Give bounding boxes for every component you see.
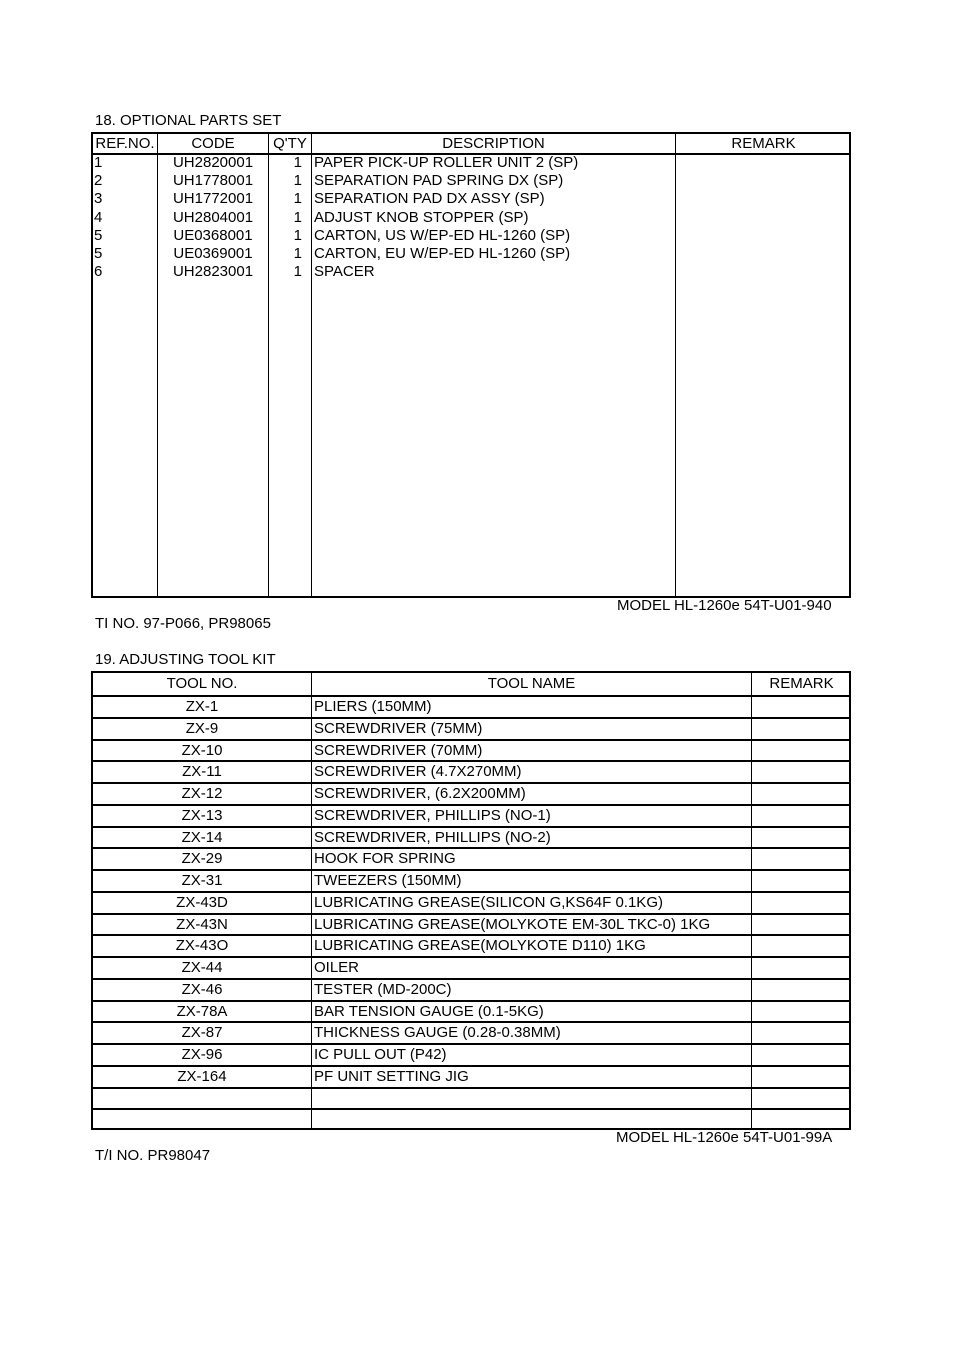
tool-no-cell: ZX-13 [181,806,223,824]
tool-no-cell: ZX-14 [181,828,223,846]
header-qty: Q'TY [273,135,307,152]
header-tool-name: TOOL NAME [487,675,576,692]
code-cell: UH1772001 [172,190,254,208]
tool-name-cell: LUBRICATING GREASE(MOLYKOTE D110) 1KG [314,937,646,955]
tool-no-cell: ZX-29 [181,850,223,868]
tool-no-cell: ZX-96 [181,1046,223,1063]
tool-no-cell: ZX-43D [176,893,228,911]
header-description: DESCRIPTION [442,135,545,152]
table-row [93,1087,849,1109]
code-cell: UH2820001 [172,154,254,171]
tool-name-cell: SCREWDRIVER (4.7X270MM) [314,763,522,781]
table-row [93,739,849,761]
tool-no-cell: ZX-43N [176,915,228,933]
tool-name-cell: SCREWDRIVER, (6.2X200MM) [314,785,526,802]
tool-no-cell: ZX-10 [181,741,223,759]
tool-name-cell: LUBRICATING GREASE(MOLYKOTE EM-30L TKC-0) 1KG [314,915,711,933]
table-row [93,1108,849,1130]
table-row [93,263,849,281]
tool-no-cell: ZX-31 [181,872,223,889]
description-cell: CARTON, EU W/EP-ED HL-1260 (SP) [314,245,571,262]
tool-name-cell: TESTER (MD-200C) [314,980,452,998]
tool-name-cell: LUBRICATING GREASE(SILICON G,KS64F 0.1KG) [314,893,663,911]
qty-cell: 1 [293,263,302,281]
table-row [93,891,849,913]
tool-no-cell: ZX-78A [176,1002,228,1020]
qty-cell: 1 [293,226,302,244]
tool-name-cell: OILER [314,959,360,976]
description-cell: CARTON, US W/EP-ED HL-1260 (SP) [314,226,571,244]
tool-no-cell: ZX-11 [182,763,222,781]
tool-no-cell: ZX-87 [181,1024,223,1042]
header-remark: REMARK [731,135,796,152]
tool-name-cell: BAR TENSION GAUGE (0.1-5KG) [314,1002,544,1020]
table-row [93,245,849,263]
header-code: CODE [191,135,235,152]
tool-name-cell: PF UNIT SETTING JIG [314,1067,469,1085]
tool-name-cell: IC PULL OUT (P42) [314,1046,447,1063]
header-remark: REMARK [769,675,834,692]
code-cell: UH1778001 [172,172,254,190]
header-ref-no: REF.NO. [95,135,155,152]
ref-no-cell: 3 [94,190,103,208]
table-row [93,869,849,891]
ref-no-cell: 1 [94,154,103,171]
section-19-model: MODEL HL-1260e 54T-U01-99A [616,1129,833,1146]
code-cell: UE0368001 [173,226,253,244]
section-19-title: 19. ADJUSTING TOOL KIT [95,651,276,668]
section-18-ti-no: TI NO. 97-P066, PR98065 [95,615,271,632]
table-row [93,782,849,804]
code-cell: UH2804001 [172,208,254,226]
table-row [93,154,849,172]
qty-cell: 1 [293,154,302,171]
ref-no-cell: 6 [94,263,103,281]
optional-parts-table [91,132,851,598]
tool-name-cell: PLIERS (150MM) [314,698,432,715]
ref-no-cell: 2 [94,172,103,190]
tool-name-cell: SCREWDRIVER, PHILLIPS (NO-2) [314,828,551,846]
table-row [93,172,849,190]
header-tool-no: TOOL NO. [166,675,238,692]
table-row [93,209,849,227]
code-cell: UH2823001 [172,263,254,281]
table-row [93,847,849,869]
tool-name-cell: SCREWDRIVER (70MM) [314,741,483,759]
table-row [93,978,849,1000]
code-cell: UE0369001 [173,245,253,262]
ref-no-cell: 5 [94,226,103,244]
ref-no-cell: 5 [94,245,103,262]
qty-cell: 1 [293,245,302,262]
description-cell: ADJUST KNOB STOPPER (SP) [314,208,529,226]
tool-name-cell: TWEEZERS (150MM) [314,872,462,889]
section-19-ti-no: T/I NO. PR98047 [95,1147,211,1164]
table-row [93,826,849,848]
qty-cell: 1 [293,190,302,208]
tool-no-cell: ZX-12 [181,785,223,802]
table-row [93,934,849,956]
tool-name-cell: THICKNESS GAUGE (0.28-0.38MM) [314,1024,561,1042]
table-row [93,760,849,782]
table-row [93,1065,849,1087]
table-row [93,1021,849,1043]
ref-no-cell: 4 [94,208,103,226]
qty-cell: 1 [293,208,302,226]
section-18-model: MODEL HL-1260e 54T-U01-940 [617,597,832,614]
table-row [93,717,849,739]
tool-no-cell: ZX-1 [185,698,219,715]
description-cell: PAPER PICK-UP ROLLER UNIT 2 (SP) [314,154,579,171]
table-row [93,1000,849,1022]
tool-no-cell: ZX-46 [181,980,223,998]
tool-no-cell: ZX-43O [175,937,229,955]
tool-no-cell: ZX-9 [185,719,219,737]
table-row [93,956,849,978]
adjusting-tool-table [91,671,851,1130]
qty-cell: 1 [293,172,302,190]
table-row [93,1043,849,1065]
description-cell: SEPARATION PAD DX ASSY (SP) [314,190,545,208]
tool-no-cell: ZX-164 [177,1067,227,1085]
table-row [93,190,849,208]
table-row [93,695,849,717]
tool-name-cell: SCREWDRIVER, PHILLIPS (NO-1) [314,806,551,824]
tool-name-cell: HOOK FOR SPRING [314,850,456,868]
tool-name-cell: SCREWDRIVER (75MM) [314,719,483,737]
table-row [93,913,849,935]
description-cell: SPACER [314,263,375,281]
table-row [93,227,849,245]
tool-no-cell: ZX-44 [181,959,223,976]
section-18-title: 18. OPTIONAL PARTS SET [95,112,282,129]
description-cell: SEPARATION PAD SPRING DX (SP) [314,172,564,190]
table-row [93,804,849,826]
